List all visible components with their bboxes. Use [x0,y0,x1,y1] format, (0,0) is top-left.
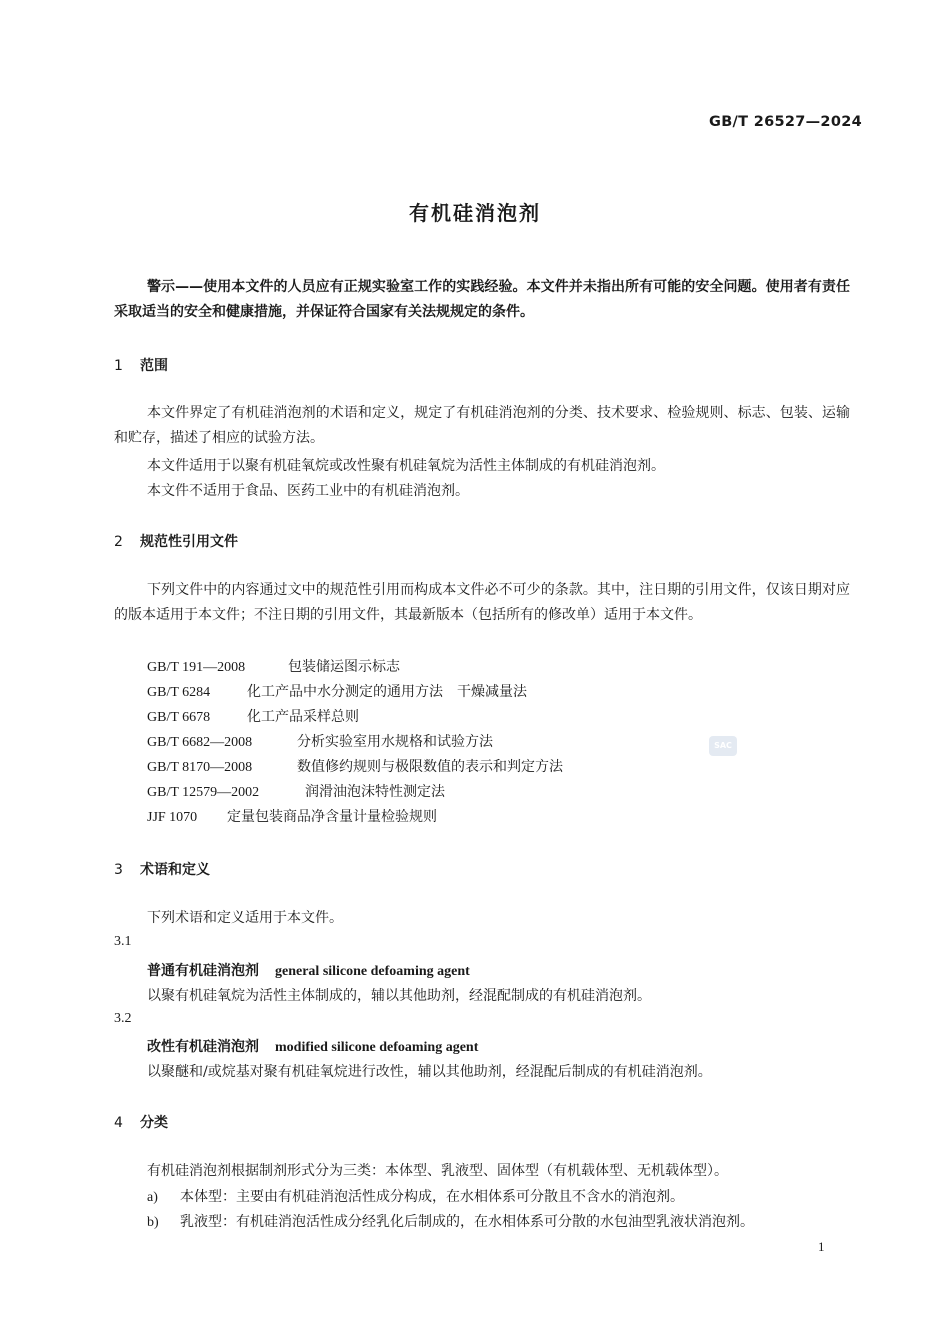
reference-title: 化工产品中水分测定的通用方法 干燥减量法 [247,684,527,700]
reference-item [147,731,493,751]
standard-number: GB/T 26527—2024 [709,114,862,130]
references-paragraph: 下列文件中的内容通过文中的规范性引用而构成本文件必不可少的条款。其中，注日期的引用文件，仅该日期对应的版本适用于本文件；不注日期的引用文件，其最新版本（包括所有的修改单）适用于本文件。 [114,582,850,623]
reference-title: 包装储运图示标志 [288,659,400,675]
reference-code: GB/T 12579—2002 [147,785,260,800]
classification-item [147,1211,754,1231]
term-number: 3.1 [114,934,132,949]
section-heading-scope [114,355,168,375]
reference-title: 润滑油泡沫特性测定法 [305,784,445,800]
section-title: 分类 [140,1115,168,1131]
item-text: 本体型：主要由有机硅消泡活性成分构成，在水相体系可分散且不含水的消泡剂。 [180,1189,684,1205]
section-title: 规范性引用文件 [140,534,238,550]
scope-paragraph: 本文件不适用于食品、医药工业中的有机硅消泡剂。 [147,483,469,499]
reference-title: 定量包装商品净含量计量检验规则 [227,809,437,825]
classification-intro: 有机硅消泡剂根据制剂形式分为三类：本体型、乳液型、固体型（有机载体型、无机载体型）。 [147,1163,728,1179]
item-label: b) [147,1215,159,1230]
sac-watermark: SAC [709,736,737,756]
scope-paragraph: 本文件适用于以聚有机硅氧烷或改性聚有机硅氧烷为活性主体制成的有机硅消泡剂。 [147,458,665,474]
section-heading-terms-definitions [114,859,210,879]
reference-code: GB/T 6682—2008 [147,735,253,750]
reference-title: 分析实验室用水规格和试验方法 [297,734,493,750]
section-title: 范围 [140,358,168,374]
reference-item [147,756,563,776]
section-heading-classification [114,1112,168,1132]
reference-title: 化工产品采样总则 [247,709,359,725]
reference-code: GB/T 8170—2008 [147,760,253,775]
section-heading-normative-references [114,531,238,551]
reference-code: JJF 1070 [147,810,198,825]
reference-title: 数值修约规则与极限数值的表示和判定方法 [297,759,563,775]
item-text: 乳液型：有机硅消泡活性成分经乳化后制成的，在水相体系可分散的水包油型乳液状消泡剂。 [180,1214,754,1230]
document-title: 有机硅消泡剂 [409,201,541,225]
reference-code: GB/T 6284 [147,685,211,700]
terms-intro: 下列术语和定义适用于本文件。 [147,910,343,926]
term-name-en: general silicone defoaming agent [275,964,470,979]
term-definition: 以聚有机硅氧烷为活性主体制成的，辅以其他助剂，经混配制成的有机硅消泡剂。 [147,988,651,1004]
warning-paragraph: 警示——使用本文件的人员应有正规实验室工作的实践经验。本文件并未指出所有可能的安全问题。使用者有责任采取适当的安全和健康措施，并保证符合国家有关法规规定的条件。 [114,279,850,320]
section-number: 4 [114,1115,123,1131]
reference-item [147,806,437,826]
reference-item [147,656,400,676]
term-definition: 以聚醚和/或烷基对聚有机硅氧烷进行改性，辅以其他助剂，经混配后制成的有机硅消泡剂。 [147,1064,712,1080]
reference-item [147,681,527,701]
reference-code: GB/T 191—2008 [147,660,246,675]
reference-item [147,781,445,801]
section-number: 1 [114,358,123,374]
page-number: 1 [818,1239,825,1254]
scope-paragraph: 本文件界定了有机硅消泡剂的术语和定义，规定了有机硅消泡剂的分类、技术要求、检验规则、标志、包装、运输和贮存，描述了相应的试验方法。 [114,405,850,446]
term-number: 3.2 [114,1011,132,1026]
term-name-en: modified silicone defoaming agent [275,1040,479,1055]
section-title: 术语和定义 [140,862,210,878]
term-heading [147,960,470,980]
item-label: a) [147,1190,158,1205]
section-number: 2 [114,534,123,550]
term-name-zh: 改性有机硅消泡剂 [147,1039,259,1055]
term-heading [147,1036,478,1056]
term-name-zh: 普通有机硅消泡剂 [147,963,259,979]
classification-item [147,1186,684,1206]
section-number: 3 [114,862,123,878]
reference-code: GB/T 6678 [147,710,211,725]
reference-item [147,706,359,726]
